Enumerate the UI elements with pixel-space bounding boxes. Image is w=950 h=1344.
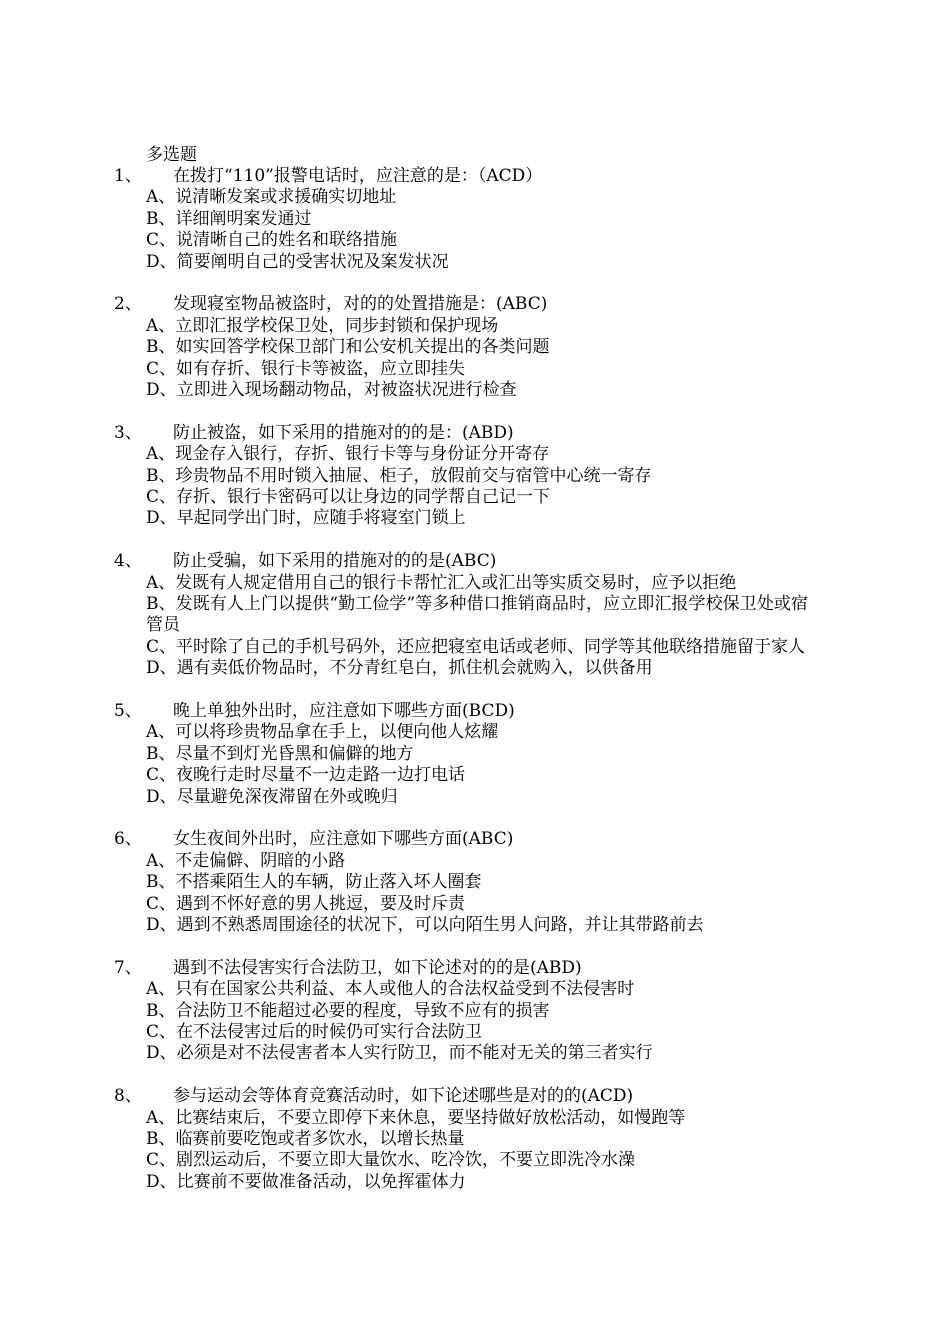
option-a: A、不走偏僻、阴暗的小路 — [146, 850, 346, 871]
option-d: D、简要阐明自己的受害状况及案发状况 — [146, 251, 449, 272]
question-number: 4、 — [114, 551, 142, 572]
option-d: D、立即进入现场翻动物品，对被盗状况进行检查 — [146, 380, 517, 401]
option-c: C、平时除了自己的手机号码外，还应把寝室电话或老师、同学等其他联络措施留于家人 — [146, 636, 806, 657]
option-a: A、只有在国家公共利益、本人或他人的合法权益受到不法侵害时 — [146, 979, 635, 1000]
question-number: 8、 — [114, 1086, 142, 1107]
option-list — [0, 722, 950, 808]
question-number: 5、 — [114, 701, 142, 722]
question-stem: 在拨打“110”报警电话时，应注意的是：（ACD） — [173, 166, 543, 186]
option-list — [0, 979, 950, 1065]
option-a: A、比赛结束后，不要立即停下来休息，要坚持做好放松活动，如慢跑等 — [146, 1107, 686, 1128]
question-header — [0, 1086, 950, 1107]
question-header — [0, 294, 950, 315]
option-a: A、立即汇报学校保卫处，同步封锁和保护现场 — [146, 315, 499, 336]
option-c: C、遇到不怀好意的男人挑逗，要及时斥责 — [146, 893, 466, 914]
option-a: A、现金存入银行，存折、银行卡等与身份证分开寄存 — [146, 444, 550, 465]
option-d: D、遇有卖低价物品时，不分青红皂白，抓住机会就购入，以供备用 — [146, 658, 653, 679]
option-b: B、合法防卫不能超过必要的程度，导致不应有的损害 — [146, 1000, 550, 1021]
question-header — [0, 958, 950, 979]
option-b: B、发既有人上门以提供“勤工俭学”等多种借口推销商品时，应立即汇报学校保卫处或宿管员 — [146, 594, 808, 636]
option-d: D、比赛前不要做准备活动，以免挥霍体力 — [146, 1171, 466, 1192]
option-d: D、尽量避免深夜滞留在外或晚归 — [146, 786, 398, 807]
question-header — [0, 701, 950, 722]
option-c: C、存折、银行卡密码可以让身边的同学帮自己记一下 — [146, 487, 551, 508]
question-stem: 防止被盗，如下采用的措施对的的是：(ABD) — [173, 422, 514, 443]
question-list — [0, 166, 950, 1193]
question-stem: 参与运动会等体育竞赛活动时，如下论述哪些是对的的(ACD) — [173, 1086, 634, 1107]
question-1 — [0, 166, 950, 273]
option-b: B、临赛前要吃饱或者多饮水，以增长热量 — [146, 1129, 465, 1150]
question-3 — [0, 423, 950, 530]
question-header — [0, 829, 950, 850]
question-2 — [0, 294, 950, 401]
question-4 — [0, 551, 950, 679]
question-stem: 防止受骗，如下采用的措施对的的是(ABC) — [173, 551, 497, 572]
option-d: D、遇到不熟悉周围途径的状况下，可以向陌生男人问路，并让其带路前去 — [146, 915, 704, 936]
option-c: C、说清晰自己的姓名和联络措施 — [146, 230, 398, 251]
question-stem: 遇到不法侵害实行合法防卫，如下论述对的的是(ABD) — [173, 957, 582, 978]
option-b: B、如实回答学校保卫部门和公安机关提出的各类问题 — [146, 337, 550, 358]
option-a: A、可以将珍贵物品拿在手上，以便向他人炫耀 — [146, 722, 499, 743]
question-7 — [0, 958, 950, 1065]
question-header — [0, 551, 950, 572]
option-b: B、珍贵物品不用时锁入抽屉、柜子，放假前交与宿管中心统一寄存 — [146, 465, 652, 486]
question-number: 7、 — [114, 957, 142, 978]
question-number: 6、 — [114, 829, 142, 850]
question-8 — [0, 1086, 950, 1193]
option-d: D、必须是对不法侵害者本人实行防卫，而不能对无关的第三者实行 — [146, 1043, 653, 1064]
option-list — [0, 573, 950, 680]
question-header — [0, 423, 950, 444]
question-number: 1、 — [114, 166, 142, 186]
option-list — [0, 444, 950, 530]
option-d: D、早起同学出门时，应随手将寝室门锁上 — [146, 508, 466, 529]
option-b: B、尽量不到灯光昏黑和偏僻的地方 — [146, 743, 414, 764]
question-5 — [0, 701, 950, 808]
question-6 — [0, 829, 950, 936]
question-stem: 女生夜间外出时，应注意如下哪些方面(ABC) — [173, 829, 514, 850]
option-a: A、发既有人规定借用自己的银行卡帮忙汇入或汇出等实质交易时，应予以拒绝 — [146, 572, 737, 593]
option-c: C、如有存折、银行卡等被盗，应立即挂失 — [146, 358, 466, 379]
option-c: C、在不法侵害过后的时候仍可实行合法防卫 — [146, 1022, 483, 1043]
option-list — [0, 851, 950, 937]
question-stem: 晚上单独外出时，应注意如下哪些方面(BCD) — [173, 701, 515, 722]
option-list — [0, 187, 950, 273]
option-c: C、剧烈运动后，不要立即大量饮水、吃冷饮，不要立即洗冷水澡 — [146, 1150, 636, 1171]
option-b: B、不搭乘陌生人的车辆，防止落入坏人圈套 — [146, 872, 482, 893]
option-list — [0, 316, 950, 402]
question-number: 3、 — [114, 422, 142, 443]
section-title: 多选题 — [146, 145, 197, 165]
question-stem: 发现寝室物品被盗时，对的的处置措施是：(ABC) — [173, 294, 548, 315]
question-header — [0, 166, 950, 187]
option-a: A、说清晰发案或求援确实切地址 — [146, 187, 397, 208]
question-number: 2、 — [114, 294, 142, 315]
option-c: C、夜晚行走时尽量不一边走路一边打电话 — [146, 765, 466, 786]
option-list — [0, 1108, 950, 1194]
option-b: B、详细阐明案发通过 — [146, 208, 312, 229]
